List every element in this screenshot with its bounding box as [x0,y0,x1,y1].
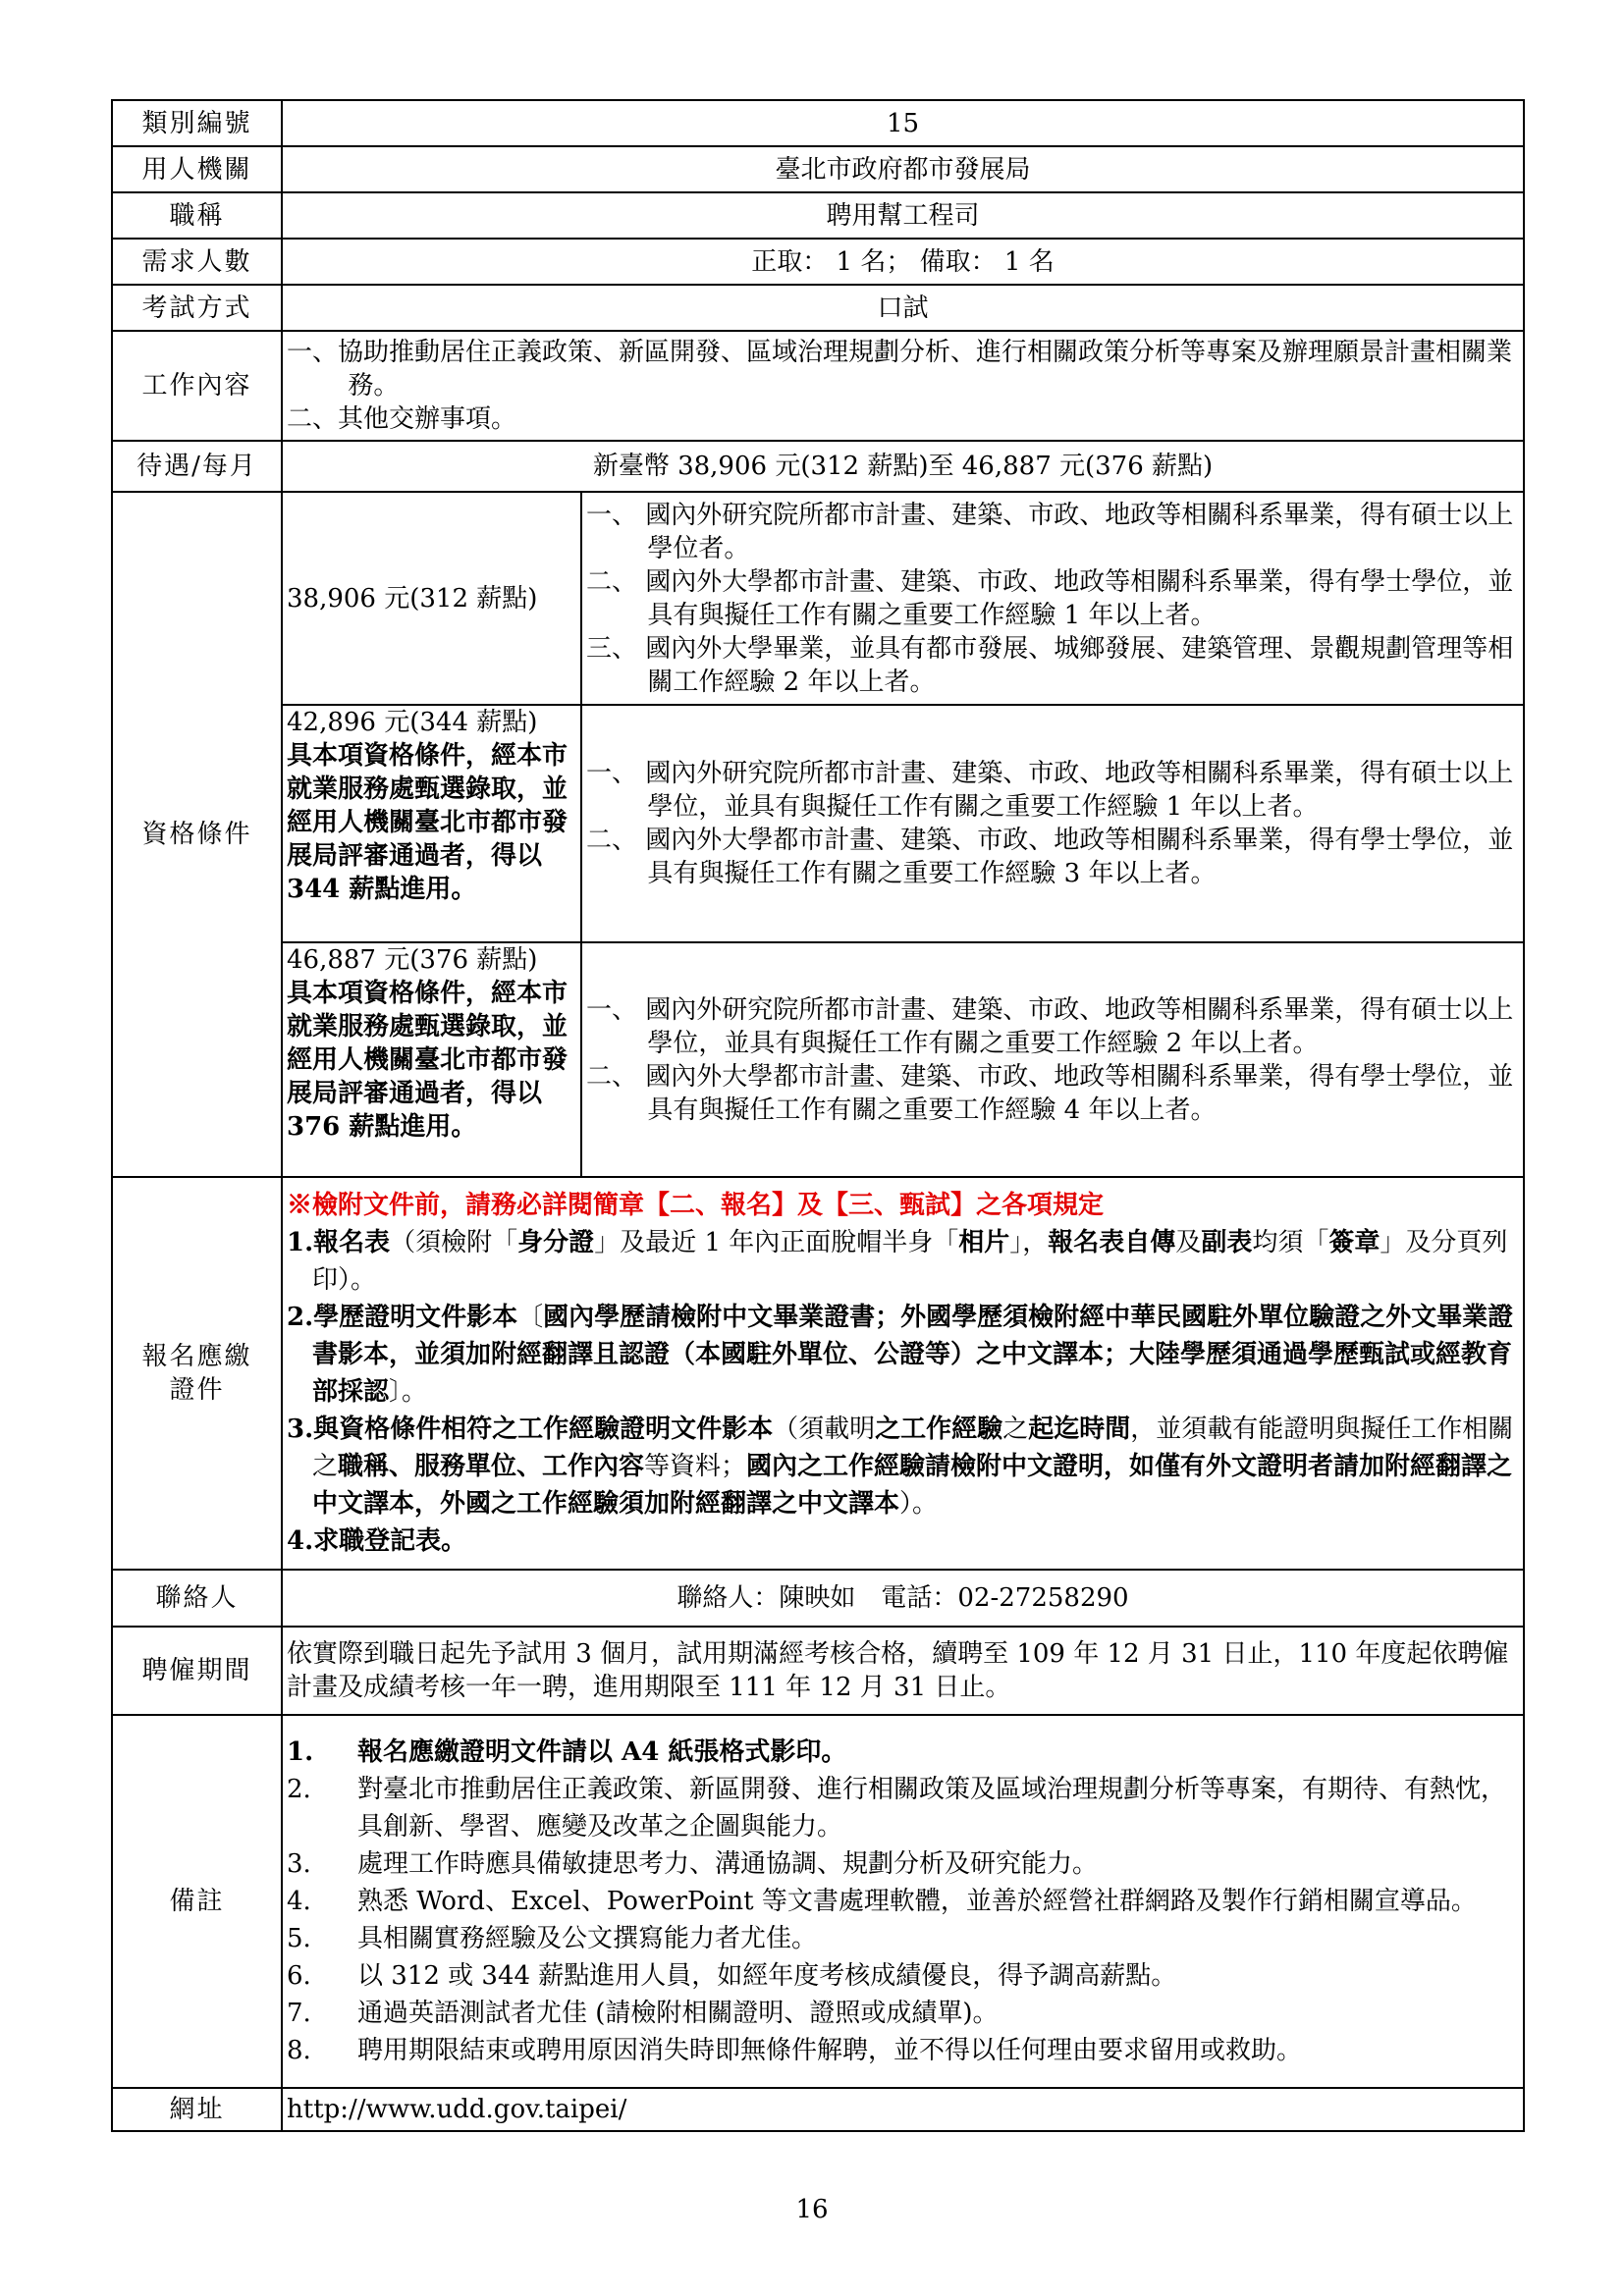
remark-item [287,1883,1519,1920]
duties-item: 一、協助推動居住正義政策、新區開發、區域治理規劃分析、進行相關政策分析等專案及辦理願景計畫相關業務。 [287,338,1513,400]
qualification-tier [283,493,1523,705]
doc-emphasis: 2.學歷證明文件影本 [287,1303,518,1332]
remark-item [287,1920,1519,1957]
documents-item-4: 4.求職登記表。 [287,1526,467,1556]
row-documents [112,1177,1524,1570]
documents-label-line: 報名應繳 [141,1342,252,1371]
remark-number: 8. [287,2036,311,2065]
documents-item-1 [287,1224,1519,1299]
doc-text: （須載明 [773,1415,876,1444]
row-website [112,2088,1524,2131]
row-agency [112,146,1524,192]
doc-emphasis: 起迄時間 [1028,1415,1131,1444]
remark-number: 7. [287,1999,311,2028]
row-exam [112,285,1524,331]
doc-text: 」及最近 1 年內正面脫帽半身「 [594,1228,959,1257]
headcount-value: 正取： 1 名； 備取： 1 名 [282,239,1524,285]
row-headcount [112,239,1524,285]
remark-text: 熟悉 Word、Excel、PowerPoint 等文書處理軟體，並善於經營社群網路及製作行銷相關宣導品。 [357,1887,1477,1916]
remark-text: 報名應繳證明文件請以 A4 紙張格式影印。 [357,1737,847,1767]
documents-item-3 [287,1411,1519,1522]
row-period [112,1627,1524,1715]
duties-content [282,331,1524,441]
remark-text: 通過英語測試者尤佳 (請檢附相關證明、證照或成績單)。 [357,1999,999,2028]
tier-note: 具本項資格條件，經本市就業服務處甄選錄取，並經用人機關臺北市都市發展局評審通過者，得以 376 薪點進用。 [287,979,568,1142]
qualification-tier [283,705,1523,942]
remark-text: 具相關實務經驗及公文撰寫能力者尤佳。 [357,1924,818,1953]
doc-text: 〔 [517,1303,544,1332]
remark-text: 處理工作時應具備敏捷思考力、溝通協調、規劃分析及研究能力。 [357,1849,1099,1879]
row-qualifications [112,492,1524,1177]
remark-number: 3. [287,1849,311,1879]
doc-emphasis: 報名表自傳 [1048,1228,1176,1257]
remark-text: 以 312 或 344 薪點進用人員，如經年度考核成績優良，得予調高薪點。 [357,1961,1177,1991]
qualifications-content [282,492,1524,1177]
doc-emphasis: 身分證 [517,1228,595,1257]
website-label: 網址 [112,2088,282,2131]
remark-item [287,1995,1519,2032]
tier-requirements [581,705,1523,942]
duties-label: 工作內容 [112,331,282,441]
remark-item [287,1734,1519,1771]
requirement-item: 二、 國內外大學都市計畫、建築、市政、地政等相關科系畢業，得有學士學位，並具有與擬任工作有關之重要工作經驗 1 年以上者。 [586,566,1514,630]
contact-label: 聯絡人 [112,1570,282,1627]
qualifications-label: 資格條件 [112,492,282,1177]
page-number: 16 [795,2195,829,2224]
tier-note: 具本項資格條件，經本市就業服務處甄選錄取，並經用人機關臺北市都市發展局評審通過者，得以 344 薪點進用。 [287,741,568,904]
category-value: 15 [282,100,1524,146]
documents-warning: ※檢附文件前，請務必詳閱簡章【二、報名】及【三、甄試】之各項規定 [287,1191,1105,1220]
tier-salary: 46,887 元(376 薪點) [287,945,538,975]
row-contact [112,1570,1524,1627]
remark-item [287,1771,1519,1845]
row-category [112,100,1524,146]
doc-text: 〕。 [389,1377,428,1407]
doc-text: 之 [1002,1415,1029,1444]
doc-text: ，並須載有能證明與擬任工作相關之 [312,1415,1514,1481]
doc-text: 」及分頁列印）。 [312,1228,1508,1295]
doc-emphasis: 之工作經驗 [875,1415,1003,1444]
period-value: 依實際到職日起先予試用 3 個月，試用期滿經考核合格，續聘至 109 年 12 月 31 日止，110 年度起依聘僱計畫及成績考核一年一聘，進用期限至 111 年 12 月 31 日止。 [282,1627,1524,1715]
tier-requirements [581,942,1523,1176]
pay-value: 新臺幣 38,906 元(312 薪點)至 46,887 元(376 薪點) [282,441,1524,492]
doc-emphasis: 職稱、服務單位、工作內容 [338,1452,645,1481]
row-pay [112,441,1524,492]
doc-emphasis: 簽章 [1328,1228,1380,1257]
doc-emphasis: 相片 [958,1228,1010,1257]
doc-text: ）。 [899,1489,939,1519]
contact-value: 聯絡人：陳映如 電話：02-27258290 [282,1570,1524,1627]
documents-item-2 [287,1299,1519,1411]
requirement-item: 二、 國內外大學都市計畫、建築、市政、地政等相關科系畢業，得有學士學位，並具有與擬任工作有關之重要工作經驗 3 年以上者。 [586,826,1514,888]
remarks-content [282,1715,1524,2088]
remark-number: 5. [287,1924,311,1953]
tier-salary-cell [283,705,581,942]
remark-number: 1. [287,1737,314,1767]
doc-emphasis: 1.報名表 [287,1228,391,1257]
requirement-item: 一、 國內外研究院所都市計畫、建築、市政、地政等相關科系畢業，得有碩士以上學位，並具有與擬任工作有關之重要工作經驗 2 年以上者。 [586,994,1514,1058]
exam-label: 考試方式 [112,285,282,331]
documents-label-line: 證件 [169,1375,225,1405]
job-listing-table [111,99,1525,2132]
tier-salary: 38,906 元(312 薪點) [287,583,538,614]
tier-salary-cell [283,493,581,705]
documents-content [282,1177,1524,1570]
qualifications-table [283,493,1523,1176]
agency-value: 臺北市政府都市發展局 [282,146,1524,192]
doc-emphasis: 3.與資格條件相符之工作經驗證明文件影本 [287,1415,774,1444]
doc-emphasis: 副表 [1201,1228,1253,1257]
documents-label [112,1177,282,1570]
agency-label: 用人機關 [112,146,282,192]
website-link[interactable]: http://www.udd.gov.taipei/ [282,2088,1524,2131]
tier-requirements [581,493,1523,705]
doc-emphasis: 國內之工作經驗請檢附中文證明，如僅有外文證明者請加附經翻譯之中文譯本，外國之工作經驗須加附經翻譯之中文譯本 [312,1452,1513,1519]
remark-number: 4. [287,1887,311,1916]
period-label: 聘僱期間 [112,1627,282,1715]
exam-value: 口試 [282,285,1524,331]
remark-text: 對臺北市推動居住正義政策、新區開發、進行相關政策及區域治理規劃分析等專案，有期待、有熱忱，具創新、學習、應變及改革之企圖與能力。 [357,1775,1507,1842]
doc-text: （須檢附「 [390,1228,518,1257]
doc-text: 等資料； [644,1452,747,1481]
title-value: 聘用幫工程司 [282,192,1524,239]
remark-item [287,1957,1519,1995]
headcount-label: 需求人數 [112,239,282,285]
requirement-item: 一、 國內外研究院所都市計畫、建築、市政、地政等相關科系畢業，得有碩士以上學位，並具有與擬任工作有關之重要工作經驗 1 年以上者。 [586,759,1514,822]
requirement-item: 一、 國內外研究院所都市計畫、建築、市政、地政等相關科系畢業，得有碩士以上學位者。 [586,500,1514,563]
pay-label: 待遇/每月 [112,441,282,492]
tier-salary: 42,896 元(344 薪點) [287,708,538,737]
requirement-item: 三、 國內外大學畢業，並具有都市發展、城鄉發展、建築管理、景觀規劃管理等相關工作經驗 2 年以上者。 [586,633,1514,697]
tier-salary-cell [283,942,581,1176]
doc-text: 」， [1009,1228,1049,1257]
remark-text: 聘用期限結束或聘用原因消失時即無條件解聘，並不得以任何理由要求留用或救助。 [357,2036,1303,2065]
row-remarks [112,1715,1524,2088]
category-label: 類別編號 [112,100,282,146]
row-duties [112,331,1524,441]
requirement-item: 二、 國內外大學都市計畫、建築、市政、地政等相關科系畢業，得有學士學位，並具有與擬任工作有關之重要工作經驗 4 年以上者。 [586,1061,1514,1125]
remark-item [287,1845,1519,1883]
remark-number: 6. [287,1961,311,1991]
title-label: 職稱 [112,192,282,239]
remark-item [287,2032,1519,2069]
doc-emphasis: 國內學歷請檢附中文畢業證書；外國學歷須檢附經中華民國駐外單位驗證之外文畢業證書影本，並須加附經翻譯且認證（本國駐外單位、公證等）之中文譯本；大陸學歷須通過學歷甄試或經教育部採認 [312,1303,1514,1407]
remarks-label: 備註 [112,1715,282,2088]
qualification-tier [283,942,1523,1176]
doc-text: 均須「 [1252,1228,1329,1257]
doc-text: 及 [1175,1228,1202,1257]
row-title [112,192,1524,239]
duties-item: 二、其他交辦事項。 [287,404,517,434]
remark-number: 2. [287,1775,311,1804]
